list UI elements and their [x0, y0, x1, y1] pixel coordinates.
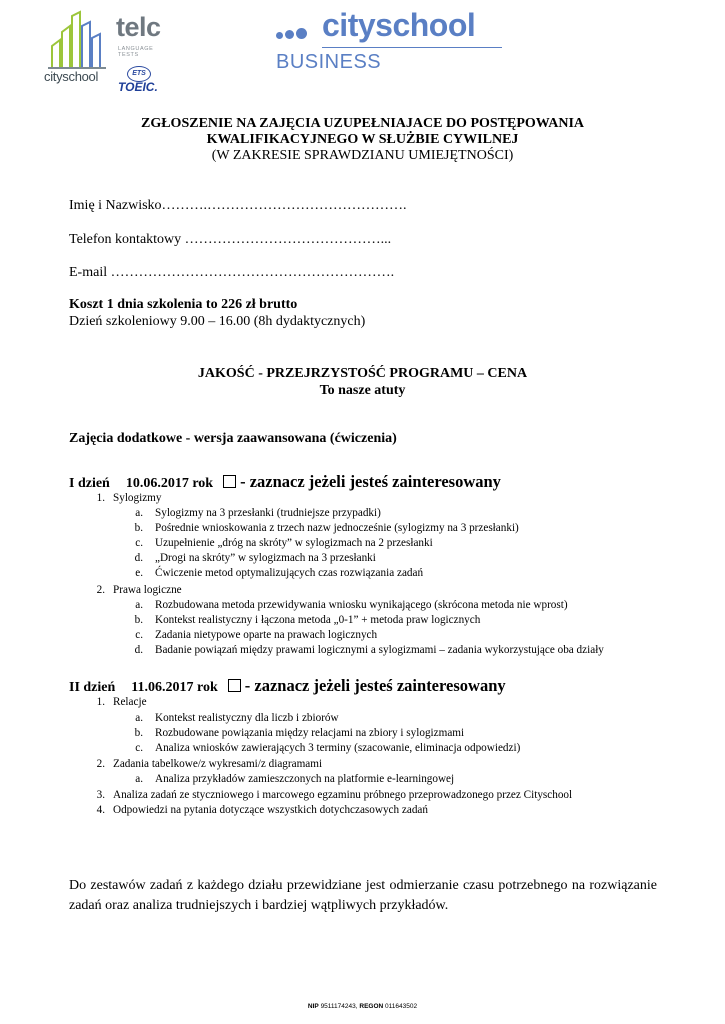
day-2-label: II dzień	[69, 680, 116, 695]
business-logo-text: BUSINESS	[276, 51, 382, 73]
logo-underline	[322, 47, 502, 48]
day-2-header	[69, 676, 506, 696]
cityschool-logo	[44, 10, 108, 84]
closing-paragraph: Do zestawów zadań z każdego działu przewidziane jest odmierzanie czasu potrzebnego na rozwiązanie zadań oraz analiza trudniejszych i bardziej wątpliwych przykładów.	[69, 878, 657, 913]
footer-company-ids: NIP 9511174243, REGON 011643502	[307, 1003, 418, 1010]
day-1-checkbox[interactable]	[223, 475, 236, 488]
phone-field[interactable]: Telefon kontaktowy ……………………………………...	[69, 232, 392, 247]
motto-line-1: JAKOŚĆ - PRZEJRZYSTOŚĆ PROGRAMU – CENA	[197, 366, 528, 381]
cityschool-business-logo	[274, 7, 514, 80]
telc-subtitle: LANGUAGE TESTS	[118, 46, 154, 58]
form-title-line-1: ZGŁOSZENIE NA ZAJĘCIA UZUPEŁNIAJACE DO POSTĘPOWANIA	[140, 116, 585, 131]
dots-icon	[276, 26, 309, 44]
day-1-date: 10.06.2017 rok	[125, 476, 214, 491]
telc-toeic-logo	[112, 14, 176, 94]
cityschool-logo-text: cityschool	[44, 69, 99, 84]
form-title-line-2: KWALIFIKACYJNEGO W SŁUŻBIE CYWILNEJ	[206, 132, 519, 147]
motto-line-2: To nasze atuty	[319, 383, 406, 398]
cityschool-logo-title: cityschool	[322, 7, 476, 43]
email-field[interactable]: E-mail …………………………………………………….	[69, 265, 395, 280]
day-2-note: - zaznacz jeżeli jesteś zainteresowany	[244, 676, 506, 695]
telc-logo-text: telc	[116, 12, 161, 42]
day-1-header	[69, 472, 501, 492]
ets-logo: ETS	[127, 66, 151, 82]
cost-info: Koszt 1 dnia szkolenia to 226 zł brutto	[69, 297, 298, 312]
city-skyline-icon	[48, 10, 106, 70]
form-title-line-3: (W ZAKRESIE SPRAWDZIANU UMIEJĘTNOŚCI)	[211, 148, 514, 163]
section-title: Zajęcia dodatkowe - wersja zaawansowana (ćwiczenia)	[69, 431, 397, 446]
day-2-checkbox[interactable]	[228, 679, 241, 692]
day-1-note: - zaznacz jeżeli jesteś zainteresowany	[240, 472, 501, 491]
hours-info: Dzień szkoleniowy 9.00 – 16.00 (8h dydaktycznych)	[69, 314, 366, 329]
day-1-label: I dzień	[69, 476, 110, 491]
name-field[interactable]: Imię i Nazwisko……….…………………………………….	[69, 198, 407, 213]
day-2-date: 11.06.2017 rok	[131, 680, 218, 695]
toeic-logo-text: TOEIC.	[118, 80, 158, 94]
